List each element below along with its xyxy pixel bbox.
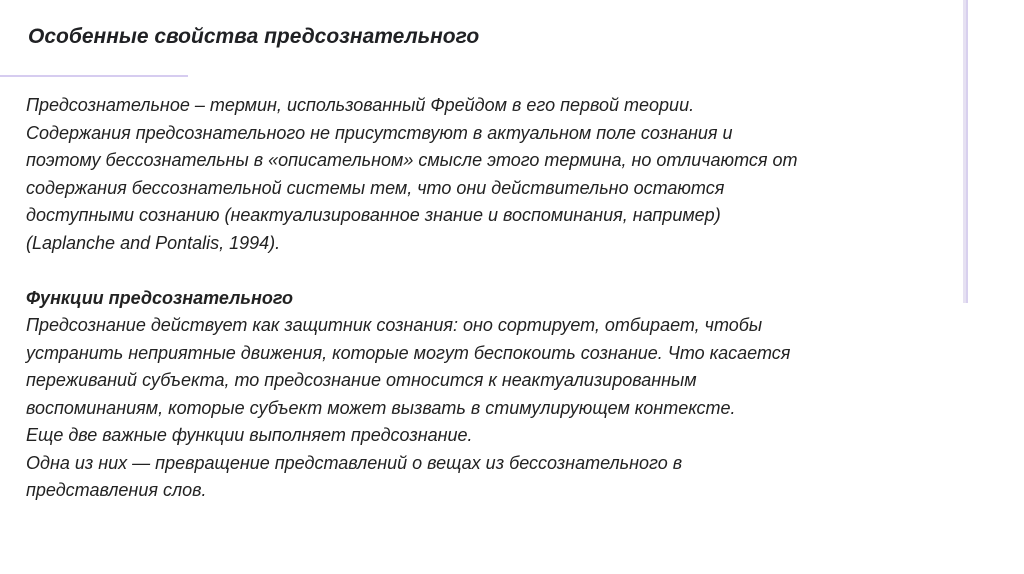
paragraph-line: Одна из них — превращение представлений о вещах из бессознательного в [26, 452, 683, 473]
right-decorative-bar-line [966, 0, 968, 303]
slide-title: Особенные свойства предсознательного [28, 25, 480, 48]
paragraph-line: Еще две важные функции выполняет предсознание. [26, 425, 473, 445]
paragraph-line: Предсознание действует как защитник сознания: оно сортирует, отбирает, чтобы [26, 315, 763, 335]
slide-body [26, 92, 946, 505]
title-underline-rule [0, 75, 188, 77]
functions-paragraph [26, 312, 946, 505]
paragraph-line: содержания бессознательной системы тем, что они действительно остаются [26, 177, 725, 198]
paragraph-line: представления слов. [26, 480, 207, 500]
section-subheading: Функции предсознательного [26, 287, 294, 308]
paragraph-line: доступными сознанию (неактуализированное знание и воспоминания, например) [26, 205, 721, 225]
paragraph-line: переживаний субъекта, то предсознание относится к неактуализированным [26, 370, 697, 390]
paragraph-line: (Laplanche and Pontalis, 1994). [26, 232, 281, 253]
paragraph-line: воспоминаниям, которые субъект может вызвать в стимулирующем контексте. [26, 397, 736, 418]
paragraph-line: Содержания предсознательного не присутствуют в актуальном поле сознания и [26, 122, 733, 143]
paragraph-line: Предсознательное – термин, использованный Фрейдом в его первой теории. [26, 95, 695, 115]
paragraph-line: устранить неприятные движения, которые могут беспокоить сознание. Что касается [26, 342, 791, 363]
paragraph-spacer [26, 257, 946, 285]
intro-paragraph [26, 92, 946, 257]
paragraph-line: поэтому бессознательны в «описательном» смысле этого термина, но отличаются от [26, 150, 798, 170]
